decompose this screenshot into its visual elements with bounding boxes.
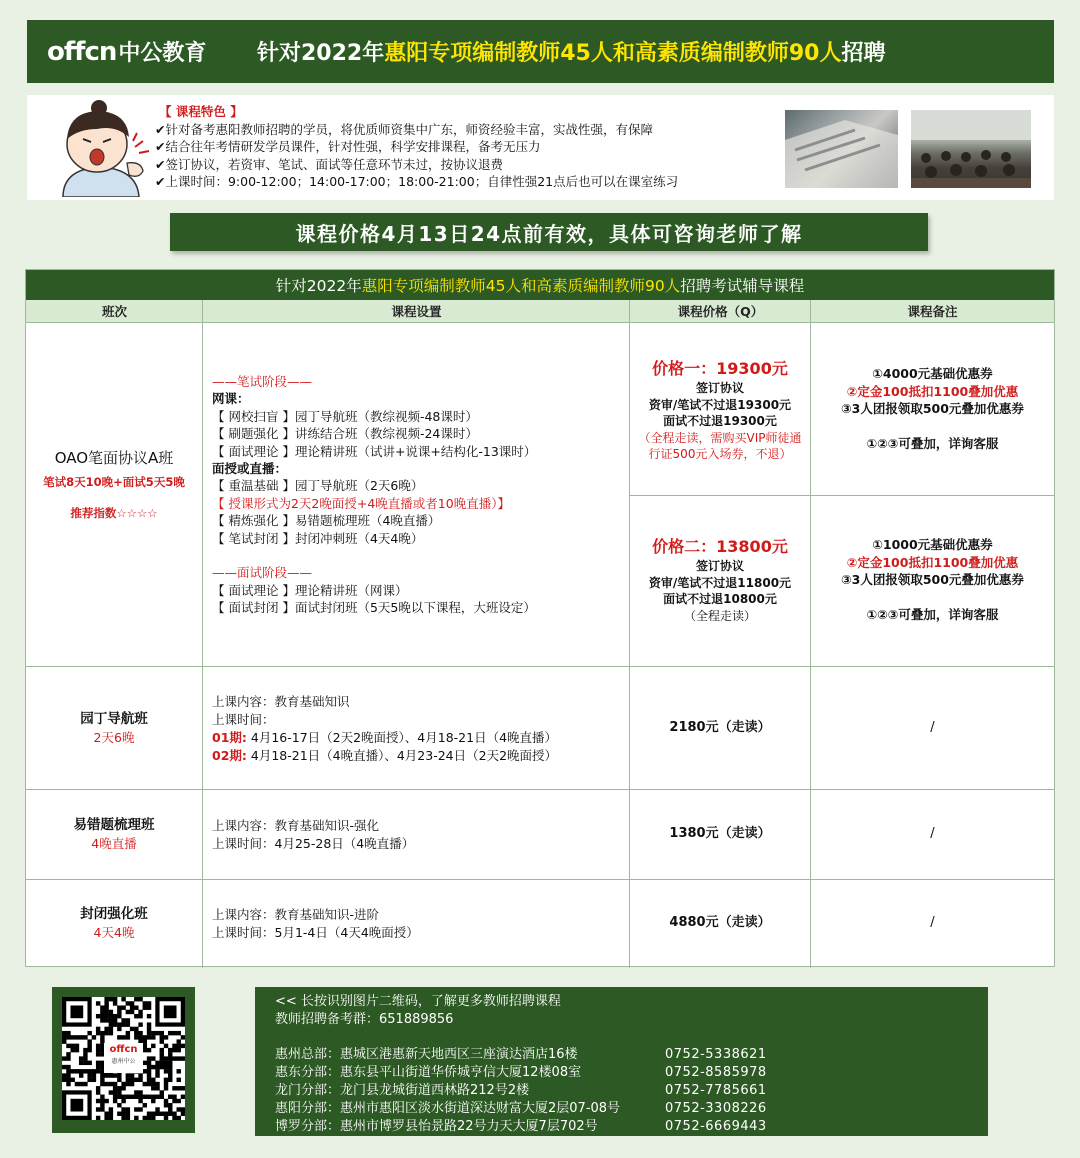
- col-header-remark: 课程备注: [811, 300, 1054, 323]
- col-header-price: 课程价格（Q）: [630, 300, 811, 323]
- content-line: 面授或直播：: [212, 461, 288, 477]
- price-validity-banner: 课程价格4月13日24点前有效，具体可咨询老师了解: [170, 213, 928, 251]
- period-text: 4月16-17日（2天2晚面授）、4月18-21日（4晚直播）: [246, 730, 558, 745]
- offcn-logo: [27, 36, 257, 67]
- price-line: 签订协议: [695, 559, 744, 573]
- price-line: 面试不过退10800元: [663, 592, 777, 606]
- period-line: [212, 729, 622, 747]
- content-line: 上课内容：教育基础知识: [212, 694, 350, 709]
- table-title-suffix: 招聘考试辅导课程: [680, 277, 805, 295]
- price-line: （全程走读）: [683, 608, 756, 623]
- price-title: 价格一：19300元: [652, 359, 788, 378]
- col-header-content: 课程设置: [203, 300, 630, 323]
- divider: [630, 495, 1054, 496]
- content-line: 上课时间：4月25-28日（4晚直播）: [212, 836, 415, 851]
- table-title-prefix: 针对2022年: [275, 277, 362, 295]
- course-features-panel: [27, 95, 1054, 200]
- content-line: 【 面试封闭 】面试封闭班（5天5晚以下课程，大班设定）: [212, 600, 536, 616]
- title-highlight: 惠阳专项编制教师45人和高素质编制教师90人: [384, 41, 842, 66]
- content-line: 网课：: [212, 391, 250, 407]
- price-option-1: [630, 358, 810, 463]
- table-title-highlight: 惠阳专项编制教师45人和高素质编制教师90人: [361, 277, 681, 295]
- remark-value: /: [930, 720, 935, 735]
- feature-item: ✔针对备考惠阳教师招聘的学员，将优质师资集中广东，师资经验丰富，实战性强，有保障: [155, 121, 653, 137]
- divider: [26, 789, 1054, 790]
- class-duration: 4晚直播: [91, 835, 137, 851]
- price-option-2: [630, 536, 810, 624]
- content-line: 【 面试理论 】理论精讲班（试讲+说课+结构化-13课时）: [212, 443, 537, 459]
- logo-text-en: offcn: [47, 37, 117, 67]
- stage-heading: ——面试阶段——: [212, 565, 313, 581]
- price-value: 1380元（走读）: [669, 826, 771, 841]
- header-bar: [27, 20, 1054, 83]
- page-title: [257, 36, 885, 67]
- class-name: OAO笔面协议A班: [54, 449, 174, 467]
- qr-hint: << 长按识别图片二维码，了解更多教师招聘课程: [275, 994, 561, 1009]
- class-duration: 4天4晚: [93, 924, 135, 940]
- remark-line: ①②③可叠加，详询客服: [866, 606, 999, 622]
- price-value: 2180元（走读）: [669, 720, 771, 735]
- table-title: [26, 270, 1054, 300]
- branch-phone: 0752-5338621: [665, 1047, 767, 1062]
- class-duration: 笔试8天10晚+面试5天5晚: [43, 474, 185, 489]
- remark-value: /: [930, 915, 935, 930]
- course-content-yuanding: [212, 693, 622, 765]
- remark-line: ①②③可叠加，详询客服: [866, 435, 999, 451]
- shouting-teacher-illustration: [45, 99, 155, 197]
- title-suffix: 招聘: [841, 41, 886, 66]
- qq-group: 教师招聘备考群：651889856: [275, 1012, 454, 1027]
- title-prefix: 针对2022年: [257, 41, 385, 66]
- table-row-fengbi: [26, 906, 202, 941]
- course-content-oao: [212, 373, 622, 617]
- period-text: 4月18-21日（4晚直播）、4月23-24日（2天2晚面授）: [246, 748, 558, 763]
- branch-address: 博罗分部：惠州市博罗县怡景路22号力天大厦7层702号: [275, 1119, 598, 1134]
- branch-address: 惠东分部：惠东县平山街道华侨城亨信大厦12楼08室: [275, 1065, 582, 1080]
- class-name: 园丁导航班: [80, 711, 148, 727]
- branch-address: 惠州总部：惠城区港惠新天地西区三座演达酒店16楼: [275, 1047, 578, 1062]
- table-row-yicuoti: [26, 817, 202, 852]
- table-row-oao: [26, 450, 202, 523]
- content-line: 【 网校扫盲 】园丁导航班（教综视频-48课时）: [212, 408, 478, 424]
- qr-center-logo: [104, 1043, 143, 1073]
- period-label: 02期:: [212, 748, 247, 763]
- price-line: 面试不过退19300元: [663, 414, 777, 428]
- study-materials-photo: [785, 110, 898, 188]
- qr-brand-sub: 惠州中公: [111, 1058, 136, 1065]
- price-line: 签订协议: [695, 381, 744, 395]
- price-line: 资审/笔试不过退11800元: [648, 575, 792, 590]
- branch-phone: 0752-6669443: [665, 1119, 767, 1134]
- remark-option-1: [811, 365, 1054, 452]
- spacer: [212, 547, 622, 564]
- qr-brand: offcn: [109, 1044, 138, 1055]
- remark-line: ①4000元基础优惠券: [872, 366, 993, 381]
- classroom-photo: [911, 110, 1031, 188]
- feature-item: ✔上课时间：9:00-12:00；14:00-17:00；18:00-21:00；自律性强21点后也可以在课室练习: [155, 174, 679, 190]
- divider: [26, 666, 1054, 667]
- class-duration: 2天6晚: [93, 729, 135, 745]
- feature-title: 【 课程特色 】: [159, 104, 243, 119]
- qr-code[interactable]: [62, 997, 185, 1120]
- divider: [26, 879, 1054, 880]
- content-line: 【 刷题强化 】讲练结合班（教综视频-24课时）: [212, 426, 478, 442]
- price-note: （全程走读，需购买VIP师徒通: [638, 430, 802, 445]
- content-line: 上课内容：教育基础知识-强化: [212, 818, 380, 833]
- period-label: 01期:: [212, 730, 247, 745]
- branch-phone: 0752-7785661: [665, 1083, 767, 1098]
- remark-option-2: [811, 536, 1054, 623]
- remark-line: ②定金100抵扣1100叠加优惠: [846, 554, 1019, 570]
- price-value: 4880元（走读）: [669, 915, 771, 930]
- content-line: 【 面试理论 】理论精讲班（网课）: [212, 582, 408, 598]
- period-line: [212, 747, 622, 765]
- course-content-yicuoti: [212, 817, 622, 853]
- table-row-yuanding: [26, 711, 202, 746]
- contact-info-panel: [255, 987, 988, 1136]
- class-name: 易错题梳理班: [73, 817, 155, 833]
- branch-phone: 0752-8585978: [665, 1065, 767, 1080]
- content-line: 【 授课形式为2天2晚面授+4晚直播或者10晚直播）】: [212, 495, 510, 511]
- branch-phone: 0752-3308226: [665, 1101, 767, 1116]
- content-line: 【 笔试封闭 】封闭冲刺班（4天4晚）: [212, 530, 424, 546]
- feature-list: [155, 103, 678, 191]
- price-note: 行证500元入场券，不退）: [648, 447, 792, 461]
- content-line: 上课内容：教育基础知识-进阶: [212, 907, 380, 922]
- remark-line: ①1000元基础优惠券: [872, 537, 993, 552]
- course-content-fengbi: [212, 906, 622, 942]
- feature-item: ✔签订协议，若资审、笔试、面试等任意环节未过，按协议退费: [155, 156, 503, 172]
- logo-text-cn: 中公教育: [118, 41, 207, 66]
- class-name: 封闭强化班: [80, 906, 148, 922]
- qr-code-panel: [52, 987, 195, 1133]
- remark-line: ③3人团报领取500元叠加优惠券: [841, 572, 1024, 587]
- content-line: 【 重温基础 】园丁导航班（2天6晚）: [212, 478, 424, 494]
- content-line: 上课时间：: [212, 712, 275, 727]
- branch-address: 惠阳分部：惠州市惠阳区淡水街道深达财富大厦2层07-08号: [275, 1101, 621, 1116]
- stage-heading: ——笔试阶段——: [212, 374, 313, 389]
- price-line: 资审/笔试不过退19300元: [648, 397, 792, 412]
- content-line: 【 精炼强化 】易错题梳理班（4晚直播）: [212, 513, 441, 529]
- col-header-class: 班次: [26, 300, 203, 323]
- remark-line: ②定金100抵扣1100叠加优惠: [846, 383, 1019, 399]
- content-line: 上课时间：5月1-4日（4天4晚面授）: [212, 925, 419, 940]
- feature-item: ✔结合往年考情研发学员课件，针对性强，科学安排课程，备考无压力: [155, 139, 541, 155]
- price-title: 价格二：13800元: [652, 537, 788, 556]
- course-table: [25, 269, 1055, 967]
- divider: [202, 300, 203, 968]
- remark-line: ③3人团报领取500元叠加优惠券: [841, 401, 1024, 416]
- branch-address: 龙门分部：龙门县龙城街道西林路212号2楼: [275, 1083, 530, 1098]
- recommend-rating: 推荐指数☆☆☆☆: [70, 506, 158, 520]
- remark-value: /: [930, 826, 935, 841]
